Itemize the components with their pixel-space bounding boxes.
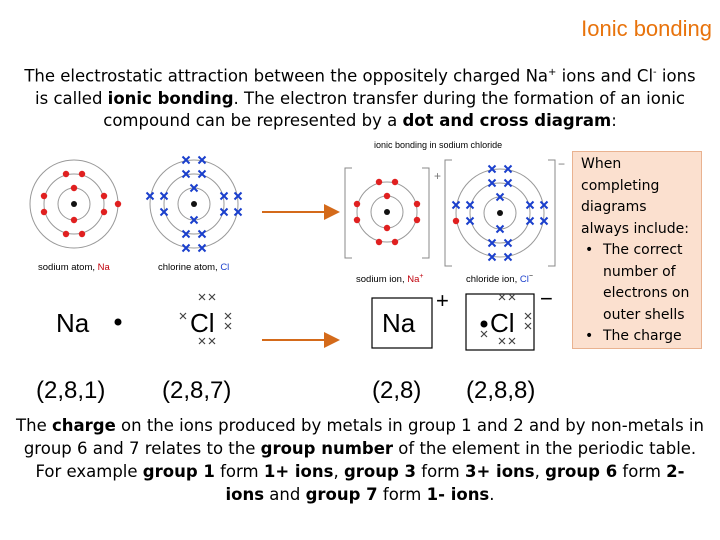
electron-dot — [79, 171, 85, 177]
bracket-right-na-ion — [422, 168, 429, 258]
note-item: • The charge — [603, 326, 697, 348]
note-item: • The correct number of electrons on outer shells — [603, 240, 697, 326]
sodium-atom-caption — [38, 262, 111, 273]
intro-text: : — [611, 110, 617, 130]
electron-cross — [527, 202, 534, 209]
electron-cross — [505, 240, 512, 247]
na-ion-symbol: Na — [382, 308, 416, 338]
electron-cross — [183, 171, 190, 178]
bold-term: group number — [260, 439, 394, 458]
electron-dot — [101, 209, 107, 215]
electron-dot — [71, 217, 77, 223]
electron-cross — [180, 313, 186, 319]
bold-term: charge — [51, 416, 116, 435]
slide-title: Ionic bonding — [581, 16, 712, 41]
electron-dot — [414, 201, 420, 207]
bold-term: group 1 — [142, 462, 215, 481]
caption-symbol: Na — [407, 274, 420, 285]
electron-cross — [221, 209, 228, 216]
caption-text: sodium atom, — [38, 262, 98, 273]
text: and — [264, 485, 306, 504]
text: of the element in the periodic table. For example — [35, 439, 697, 481]
bold-term: 1+ ions — [263, 462, 334, 481]
electron-dot — [101, 193, 107, 199]
sodium-ion-diagram — [354, 179, 420, 245]
text: form — [377, 485, 427, 504]
electron-dot — [41, 209, 47, 215]
caption-text: chlorine atom, — [158, 262, 221, 273]
electron-cross — [225, 313, 231, 319]
nucleus — [71, 201, 77, 207]
chlorine-atom-caption — [158, 262, 229, 273]
electron-cross — [199, 231, 206, 238]
electron-dot — [354, 217, 360, 223]
intro-text: . The electron transfer during the formation of an ionic compound can be represented by a — [103, 88, 685, 130]
text: , — [333, 462, 344, 481]
electron-cross — [209, 294, 215, 300]
electron-dot — [384, 193, 390, 199]
bold-term: group 3 — [343, 462, 417, 481]
electron-cross — [183, 231, 190, 238]
electron-dot — [414, 217, 420, 223]
intro-bold-term: ionic bonding — [107, 88, 234, 108]
caption-symbol: Cl — [519, 274, 529, 285]
electron-cross — [525, 323, 531, 329]
caption-charge: − — [528, 273, 533, 280]
electron-dot — [79, 231, 85, 237]
config-na-ion: (2,8) — [372, 377, 422, 404]
electron-dot — [63, 171, 69, 177]
bracket-right-cl-ion — [548, 160, 555, 266]
na-ion-small-charge: + — [434, 169, 442, 183]
cl-ion-dot — [481, 321, 488, 328]
electron-cross — [509, 338, 515, 344]
text: . — [489, 485, 495, 504]
electron-dot — [392, 239, 398, 245]
electron-cross — [489, 240, 496, 247]
na-ion-charge: + — [436, 288, 449, 313]
caption-charge: + — [419, 273, 424, 280]
electron-cross — [225, 323, 231, 329]
na-valence-dot — [115, 319, 122, 326]
sodium-atom-diagram — [30, 160, 121, 248]
chloride-ion-diagram — [453, 166, 548, 261]
electron-dot — [453, 218, 459, 224]
caption-symbol: Cl — [220, 262, 230, 273]
nucleus — [191, 201, 197, 207]
electron-cross — [161, 209, 168, 216]
diagram-title: ionic bonding in sodium chloride — [374, 140, 503, 150]
caption-symbol: Na — [97, 262, 110, 273]
text: form — [416, 462, 465, 481]
electron-cross — [509, 294, 515, 300]
bracket-left-cl-ion — [445, 160, 452, 266]
nucleus — [384, 209, 390, 215]
intro-bold-term: dot and cross diagram — [402, 110, 612, 130]
electron-cross — [489, 180, 496, 187]
config-cl-ion: (2,8,8) — [466, 377, 536, 404]
intro-text: ions is called — [35, 66, 696, 108]
cl-symbol: Cl — [190, 308, 215, 338]
electron-cross — [527, 218, 534, 225]
bracket-left-na-ion — [345, 168, 352, 258]
electron-dot — [41, 193, 47, 199]
electron-cross — [525, 313, 531, 319]
text: form — [617, 462, 667, 481]
intro-text: The electrostatic attraction between the oppositely charged Na — [24, 66, 549, 86]
reminder-note — [572, 151, 702, 349]
bold-term: group 6 — [545, 462, 618, 481]
electron-cross — [161, 193, 168, 200]
text: The — [16, 416, 52, 435]
electron-dot — [376, 239, 382, 245]
na-symbol: Na — [56, 308, 90, 338]
intro-text: ions and Cl — [556, 66, 654, 86]
electron-cross — [481, 331, 487, 337]
nucleus — [497, 210, 503, 216]
electron-dot — [384, 225, 390, 231]
text: form — [214, 462, 264, 481]
electron-dot — [392, 179, 398, 185]
electron-cross — [199, 294, 205, 300]
intro-superscript: - — [653, 67, 657, 78]
caption-text: sodium ion, — [356, 274, 408, 285]
bold-term: 3+ ions — [465, 462, 535, 481]
caption-text: chloride ion, — [466, 274, 520, 285]
chlorine-atom-diagram — [147, 157, 242, 252]
config-cl: (2,8,7) — [162, 377, 232, 404]
sodium-ion-caption — [356, 273, 423, 285]
config-na: (2,8,1) — [36, 377, 106, 404]
electron-cross — [209, 338, 215, 344]
bold-term: group 7 — [305, 485, 378, 504]
electron-dot — [376, 179, 382, 185]
bold-term: 1- ions — [426, 485, 490, 504]
electron-cross — [199, 171, 206, 178]
cl-ion-charge: − — [540, 286, 553, 311]
electron-cross — [467, 202, 474, 209]
bold-term: 2- ions — [225, 462, 685, 504]
charge-explanation — [14, 414, 706, 506]
electron-dot — [71, 185, 77, 191]
electron-cross — [499, 294, 505, 300]
intro-superscript: + — [548, 67, 557, 78]
text: on the ions produced by metals in group 1 and 2 and by non-metals in group 6 and 7 relates to the — [23, 416, 704, 458]
electron-dot — [115, 201, 121, 207]
electron-cross — [221, 193, 228, 200]
note-lead: When completing diagrams always include: — [581, 156, 689, 237]
electron-dot — [63, 231, 69, 237]
note-list — [581, 240, 697, 348]
electron-cross — [505, 180, 512, 187]
cl-ion-small-charge: − — [558, 157, 566, 171]
chloride-ion-caption — [466, 273, 533, 285]
electron-cross — [467, 218, 474, 225]
text: , — [534, 462, 546, 481]
cl-ion-symbol: Cl — [490, 308, 515, 338]
electron-cross — [199, 338, 205, 344]
electron-cross — [499, 338, 505, 344]
electron-dot — [354, 201, 360, 207]
